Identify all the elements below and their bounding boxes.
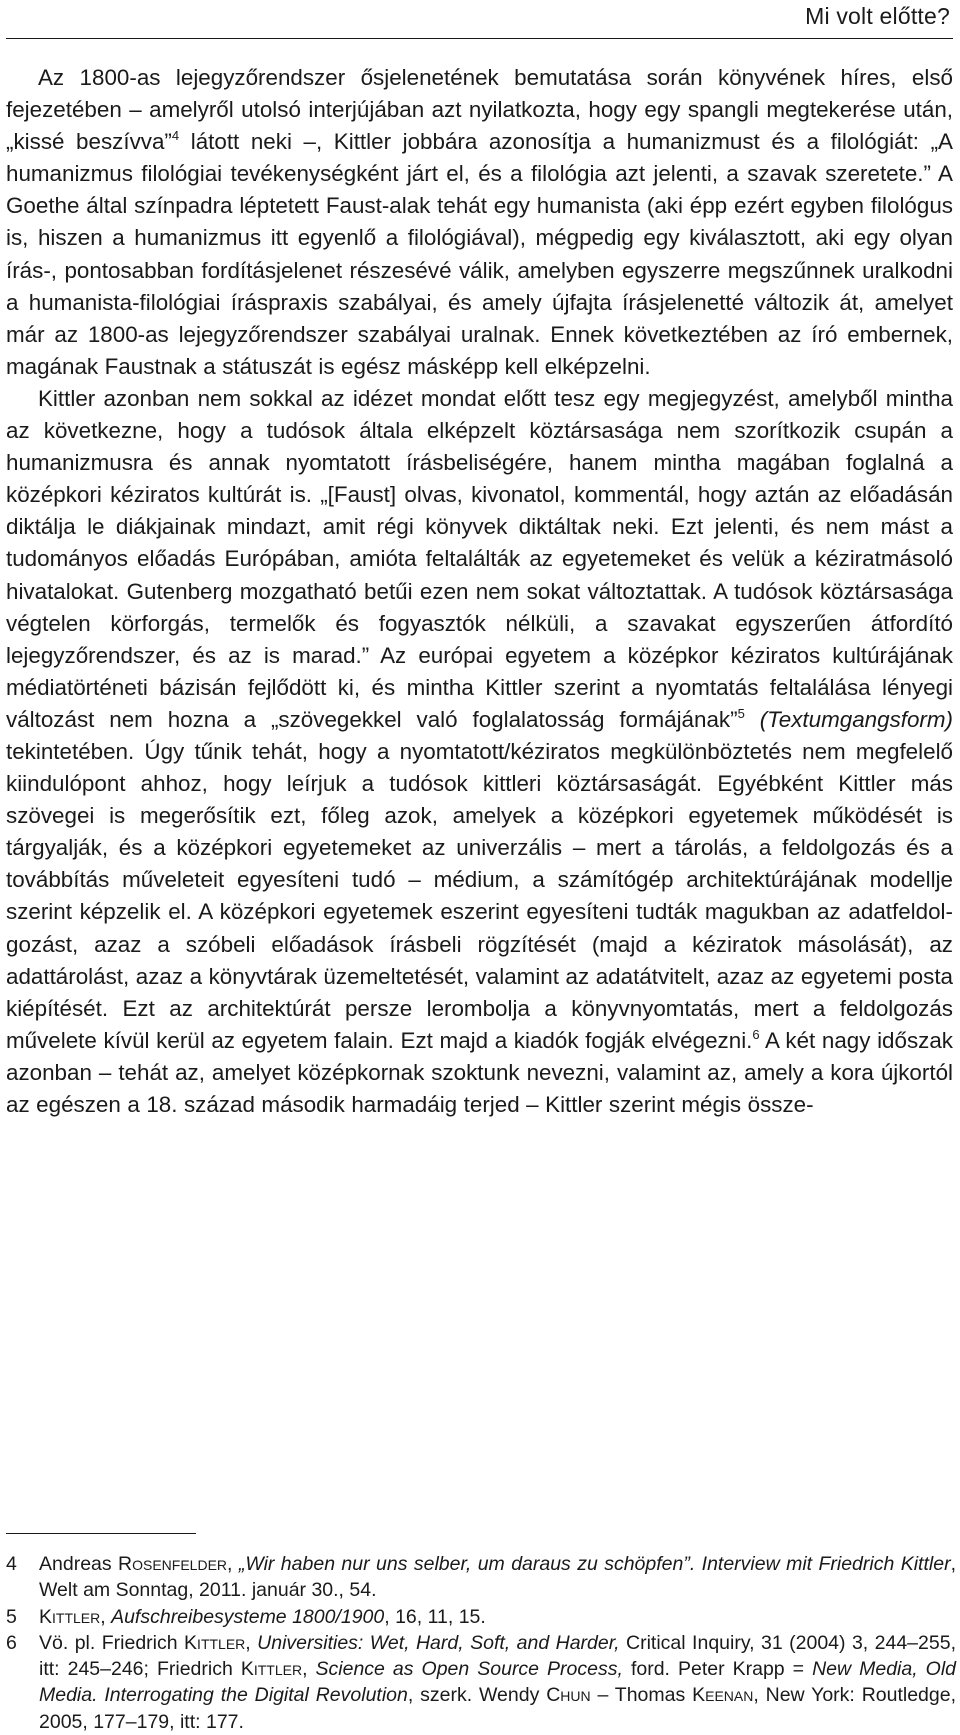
paragraph-2-text-c: A két nagy időszak azonban – tehát az, amelyet középkornak szoktunk nevezni, valamint az, amely a kora újkortól az egészen a 18. század második harmadáig terjed – Kittler szerint mégis össze- xyxy=(6,1027,953,1117)
footnote-ref-5: 5 xyxy=(737,705,745,721)
footnote-text-part: , New York: Routledge, 2005, 177–179, itt: 177. xyxy=(39,1684,957,1733)
header-rule xyxy=(6,38,953,39)
work-title: Science as Open Source Process, xyxy=(315,1658,623,1681)
footnote-text-part: , xyxy=(302,1658,316,1681)
footnote-4 xyxy=(6,1551,956,1604)
footnote-text-part: , xyxy=(245,1631,258,1654)
footnote-ref-4: 4 xyxy=(171,128,180,144)
footnote-text-part: , szerk. Wendy xyxy=(407,1684,547,1707)
author-name: Keenan xyxy=(692,1684,754,1707)
footnote-ref-6: 6 xyxy=(752,1026,760,1042)
footnote-number: 5 xyxy=(6,1605,17,1628)
author-name: Kittler xyxy=(184,1631,246,1654)
work-title: Aufschreibesysteme 1800/1900 xyxy=(111,1605,385,1628)
paragraph-1-text-b: látott neki –, Kittler jobbára azonosítja a humanizmust és a filológiát: „A humanizmus filológiai tevékenységként járt el, és a filológia azt jelenti, a szavak szeretete.” A Goethe által színpadra léptetett Faust-alak tehát egy humanista (aki épp ezért egyben filológus is, hiszen a humanizmus itt egyenlő a filológiával), mégpedig egy kiválasztott, aki egy olyan írás-, pontosabban fordításjelenet részesévé válik, amelyben egyszerre megszűnnek uralkodni a humanista-filológiai íráspraxis szabályai, és amely újfajta írásjelenetté változik át, amelyet már az 1800-as lejegyzőrendszer szabályai uralnak. Ennek következtében az író embernek, magának Faustnak a státuszát is egész másképp kell elképzelni. xyxy=(6,129,953,379)
footnote-text-part: Vö. pl. Friedrich xyxy=(39,1631,185,1654)
footnote-text-part: , 16, 11, 15. xyxy=(384,1605,486,1628)
paragraph-2-text-b: tekintetében. Úgy tűnik tehát, hogy a nyomtatott/kéziratos megkülönböztetés nem megfelelő kiindulópont ahhoz, hogy leírjuk a tudósok kittleri köztársaságát. Egyébként Kittler más szövegei is megerősítik ezt, főleg azok, amelyek a középkori egyetemek működését is tárgyalják, és a középkori egyetemeket az univerzális – mert a tárolás, a feldolgozás és a továbbítás műveleteit egyesíteni tudó – médium, a számítógép architektúrájának modellje szerint képzelik el. A középkori egyetemek eszerint egyesíteni tudták magukban az adatfeldolgozást, azaz a szóbeli előadások írásbeli rögzítését (majd a kéziratok másolását), az adattárolást, azaz a könyvtárak üzemeltetését, valamint az adatátvitelt, azaz az egyetemi posta kiépítését. Ezt az architektúrát persze lerombolja a könyvnyomtatás, mert a feldolgozás művelete kívül kerül az egyetem falain. Ezt majd a kiadók fogják elvégezni. xyxy=(6,738,953,1053)
footnote-text-part: , xyxy=(227,1553,239,1575)
footnote-number: 6 xyxy=(6,1631,17,1654)
work-title: „Wir haben nur uns selber, um daraus zu schöpfen”. Interview mit Friedrich Kittler xyxy=(238,1553,951,1575)
footnote-number: 4 xyxy=(6,1553,17,1575)
footnote-text-part: – Thomas xyxy=(590,1684,693,1707)
author-name: Kittler xyxy=(39,1605,101,1628)
author-name: Rosenfelder xyxy=(118,1553,228,1575)
paragraph-2 xyxy=(6,383,953,1121)
paragraph-1-text-a: Az 1800-as lejegyzőrendszer ősjelenetének bemutatása során könyvének híres, első fejezetében – amelyről utolsó interjújában azt nyilatkozta, hogy egy spangli megtekerése után, „kissé beszívva” xyxy=(6,65,953,155)
footnote-rule xyxy=(6,1533,196,1534)
paragraph-2-italic-term: (Textumgangsform) xyxy=(759,706,953,732)
running-header: Mi volt előtte? xyxy=(805,3,950,29)
main-text xyxy=(6,62,953,1121)
footnote-text xyxy=(39,1630,956,1735)
footnote-text-part: , Welt am Sonntag, 2011. január 30., 54. xyxy=(39,1553,956,1602)
footnote-text xyxy=(39,1551,956,1604)
footnote-text-part: ford. Peter Krapp = xyxy=(622,1658,813,1681)
footnote-text xyxy=(39,1604,956,1630)
work-title: Universities: Wet, Hard, Soft, and Harder, xyxy=(257,1631,620,1654)
work-title: New Media, Old Media. Interrogating the Digital Revolution xyxy=(39,1658,957,1707)
footnote-5 xyxy=(6,1604,956,1630)
footnotes xyxy=(6,1551,956,1735)
footnote-text-part: Andreas xyxy=(39,1553,119,1575)
paragraph-2-text-a: Kittler azonban nem sokkal az idézet mondat előtt tesz egy megjegyzést, amelyből mintha az következne, hogy a tudósok általa elképzelt köztársasága nem szorítkozik csupán a humanizmusra és annak nyomtatott írásbeliségére, hanem mintha magában foglalná a középkori kéziratos kultúrát is. „[Faust] olvas, kivonatol, kommentál, hogy aztán az előadásán diktálja le diákjainak mindazt, amit régi könyvek diktáltak neki. Ezt jelenti, és nem mást a tudományos előadás Európában, amióta feltalálták az egyetemeket és velük a kéziratmásoló hivatalokat. Gutenberg mozgatható betűi ezen nem sokat változtattak. A tudósok köztársasága végtelen körforgás, termelők és fogyasztók nélküli, a szavakat egyszerűen átfordító lejegyzőrendszer, és az is marad.” Az európai egyetem a középkor kéziratos kultúrájának médiatörténeti bázisán fejlődött ki, és mintha Kittler szerint a nyomtatás feltalálása lényegi változást nem hozna a „szövegekkel való foglalatosság formájának” xyxy=(6,385,953,732)
author-name: Kittler xyxy=(240,1658,303,1681)
author-name: Chun xyxy=(546,1684,591,1707)
footnote-text-part: , xyxy=(100,1605,112,1628)
footnote-6 xyxy=(6,1630,956,1735)
footnote-text-part: Critical Inquiry, 31 (2004) 3, 244–255, itt: 245–246; Friedrich xyxy=(39,1631,956,1681)
paragraph-1 xyxy=(6,62,953,383)
